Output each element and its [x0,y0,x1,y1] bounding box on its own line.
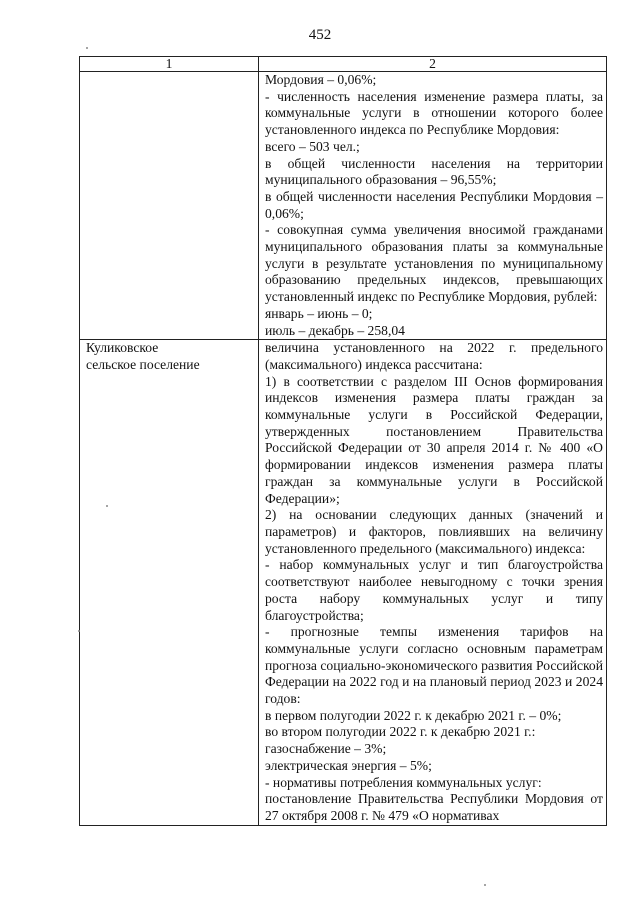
text-line: - совокупная сумма увеличения вносимой гражданами муниципального образования платы за коммунальные услуги в результате установления по муниципальному образованию предельных индексов, превышающих установленный индекс по Республике Мордовия, рублей: [265,222,603,305]
details-cell [259,340,607,825]
text-line: в первом полугодии 2022 г. к декабрю 2021 г. – 0%; [265,707,562,723]
municipality-name: Куликовское [86,340,159,356]
scan-speck [78,630,80,632]
scan-speck [86,47,88,49]
text-line: во втором полугодии 2022 г. к декабрю 2021 г.: [265,724,536,740]
municipality-cell [80,72,259,340]
text-line: - набор коммунальных услуг и тип благоустройства соответствуют наиболее невыгодному с точки зрения роста набору коммунальных услуг и типу благоустройства; [265,557,603,623]
text-line: - прогнозные темпы изменения тарифов на коммунальные услуги согласно основным параметрам прогноза социально-экономического развития Российской Федерации на 2022 год и на плановый период 2023 и 2024 годов: [265,624,603,707]
table-row [80,340,607,825]
text-line: январь – июнь – 0; [265,305,373,321]
document-table [79,56,607,826]
page-number: 452 [308,27,332,43]
municipality-type: сельское поселение [86,356,200,372]
column-header-1: 1 [80,57,259,72]
table-header-row [80,57,607,72]
text-line: 1) в соответствии с разделом III Основ формирования индексов изменения размера платы граждан за коммунальные услуги в Российской Федерации, утвержденных постановлением Правительства Российской Федерации от 30 апреля 2014 г. № 400 «О формировании индексов изменения размера платы граждан за коммунальные услуги в Российской Федерации»; [265,373,603,506]
text-line: газоснабжение – 3%; [265,741,387,757]
text-line: - нормативы потребления коммунальных услуг: [265,774,542,790]
text-line: - численность населения изменение размера платы, за коммунальные услуги в отношении которого более установленного индекса по Республике Мордовия: [265,88,603,138]
column-header-2: 2 [259,57,607,72]
text-line: величина установленного на 2022 г. предельного (максимального) индекса рассчитана: [265,340,603,372]
scan-speck [484,884,486,886]
text-line: в общей численности населения Республики Мордовия – 0,06%; [265,188,603,221]
text-line: постановление Правительства Республики Мордовия от 27 октября 2008 г. № 479 «О нормативах [265,791,603,823]
text-line: июль – декабрь – 258,04 [265,322,405,338]
text-line: электрическая энергия – 5%; [265,757,432,773]
text-line: 2) на основании следующих данных (значений и параметров) и факторов, повлиявших на величину установленного предельного (максимального) индекса: [265,507,603,556]
scan-speck [106,505,108,507]
details-cell [259,72,607,340]
text-line: в общей численности населения на территории муниципального образования – 96,55%; [265,155,603,188]
municipality-cell [80,340,259,825]
text-line: всего – 503 чел.; [265,138,360,154]
table-row [80,72,607,340]
text-line: Мордовия – 0,06%; [265,72,377,87]
